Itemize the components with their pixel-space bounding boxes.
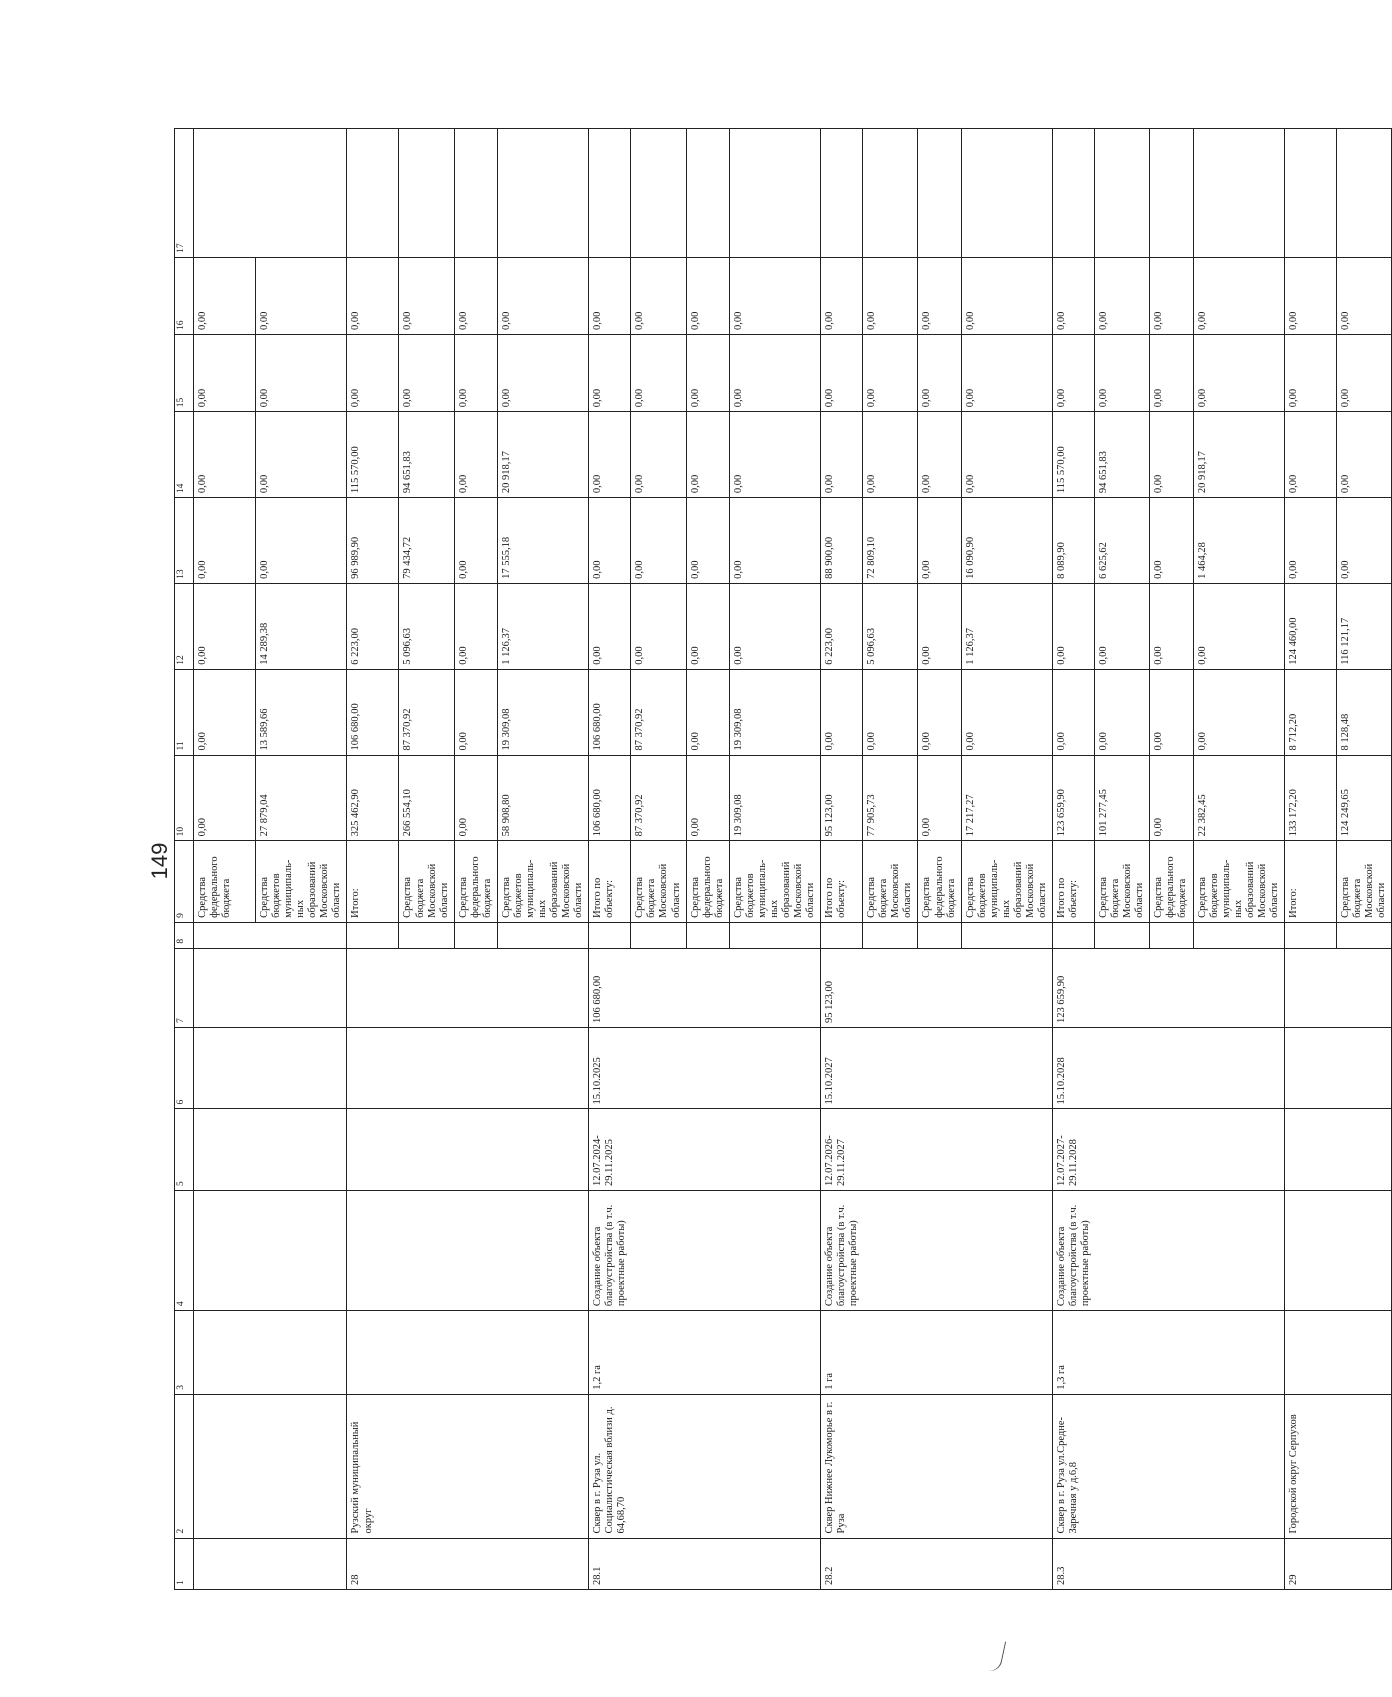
empty-cell xyxy=(1336,922,1391,948)
amount-cell: 101 277,45 xyxy=(1095,755,1150,841)
amount-cell: 19 309,08 xyxy=(497,669,588,755)
amount-cell: 0,00 xyxy=(1193,583,1284,669)
amount-cell: 77 905,73 xyxy=(863,755,918,841)
empty-cell xyxy=(589,129,631,258)
fund-label: Средства бюджетов муниципаль-ных образований Московской области xyxy=(256,841,347,923)
amount-cell: 0,00 xyxy=(729,335,820,412)
period-end: 29.11.2028 xyxy=(1068,1139,1080,1186)
object-name: Городской округ Серпухов xyxy=(1284,1394,1391,1538)
amount-cell: 0,00 xyxy=(194,498,256,584)
amount-cell: 0,00 xyxy=(863,669,918,755)
table-row xyxy=(1284,129,1336,1590)
amount-cell: 96 989,90 xyxy=(347,498,399,584)
fund-label: Средства бюджета Московской области xyxy=(863,841,918,923)
amount-cell: 0,00 xyxy=(589,335,631,412)
amount-cell: 0,00 xyxy=(821,669,863,755)
table-row xyxy=(194,129,256,1590)
period-end: 29.11.2025 xyxy=(604,1139,616,1186)
empty-cell xyxy=(1150,922,1193,948)
amount-cell: 0,00 xyxy=(1095,583,1150,669)
empty-cell xyxy=(497,129,588,258)
amount-cell: 124 460,00 xyxy=(1284,583,1336,669)
amount-cell: 0,00 xyxy=(1193,669,1284,755)
empty-cell xyxy=(194,1311,347,1395)
empty-cell xyxy=(347,129,399,258)
amount-cell: 1 464,28 xyxy=(1193,498,1284,584)
amount-cell: 116 121,17 xyxy=(1336,583,1391,669)
amount-cell: 0,00 xyxy=(863,257,918,334)
period-cell xyxy=(1053,1109,1285,1191)
fund-label: Средства бюджетов муниципаль-ных образований Московской области xyxy=(1193,841,1284,923)
fund-label: Средства бюджета Московской области xyxy=(631,841,686,923)
amount-cell: 19 309,08 xyxy=(729,755,820,841)
fund-label: Итого: xyxy=(1284,841,1336,923)
budget-table xyxy=(174,128,1392,1590)
amount-cell: 0,00 xyxy=(1336,498,1391,584)
table-row xyxy=(821,129,863,1590)
amount-cell: 0,00 xyxy=(1053,669,1095,755)
empty-cell xyxy=(1284,1190,1391,1310)
area-cell: 1,3 га xyxy=(1053,1311,1285,1395)
amount-cell: 106 680,00 xyxy=(589,669,631,755)
amount-cell: 0,00 xyxy=(918,498,961,584)
amount-cell: 0,00 xyxy=(918,669,961,755)
amount-cell: 19 309,08 xyxy=(729,669,820,755)
empty-cell xyxy=(347,1311,589,1395)
empty-cell xyxy=(863,129,918,258)
empty-cell xyxy=(821,129,863,258)
empty-cell xyxy=(347,948,589,1027)
amount-cell: 0,00 xyxy=(497,257,588,334)
amount-cell: 0,00 xyxy=(1284,412,1336,498)
table-row xyxy=(589,129,631,1590)
col-header: 6 xyxy=(175,1027,194,1109)
amount-cell: 325 462,90 xyxy=(347,755,399,841)
amount-cell: 133 172,20 xyxy=(1284,755,1336,841)
amount-cell: 0,00 xyxy=(1150,412,1193,498)
amount-cell: 0,00 xyxy=(256,257,347,334)
empty-cell xyxy=(729,922,820,948)
fund-label: Итого по объекту: xyxy=(1053,841,1095,923)
amount-cell: 0,00 xyxy=(1053,257,1095,334)
empty-cell xyxy=(1284,1109,1391,1191)
empty-cell xyxy=(729,129,820,258)
amount-cell: 87 370,92 xyxy=(399,669,454,755)
amount-cell: 0,00 xyxy=(194,257,256,334)
empty-cell xyxy=(454,129,497,258)
col-header: 9 xyxy=(175,841,194,923)
empty-cell xyxy=(194,1190,347,1310)
amount-cell: 0,00 xyxy=(194,583,256,669)
amount-cell: 1 126,37 xyxy=(961,583,1052,669)
amount-cell: 0,00 xyxy=(589,583,631,669)
cost-cell: 95 123,00 xyxy=(821,948,1053,1027)
period-start: 12.07.2026- xyxy=(824,1135,836,1186)
work-type: Создание объекта благоустройства (в т.ч. проектные работы) xyxy=(1053,1190,1285,1310)
table-row xyxy=(1053,129,1095,1590)
amount-cell: 0,00 xyxy=(1053,335,1095,412)
amount-cell: 0,00 xyxy=(686,335,729,412)
budget-table-sheet xyxy=(174,128,1388,1590)
empty-cell xyxy=(1095,129,1150,258)
col-header: 11 xyxy=(175,669,194,755)
amount-cell: 0,00 xyxy=(454,335,497,412)
amount-cell: 0,00 xyxy=(686,583,729,669)
col-header: 7 xyxy=(175,948,194,1027)
work-type: Создание объекта благоустройства (в т.ч. проектные работы) xyxy=(821,1190,1053,1310)
amount-cell: 124 249,65 xyxy=(1336,755,1391,841)
amount-cell: 0,00 xyxy=(1053,583,1095,669)
cost-cell: 106 680,00 xyxy=(589,948,821,1027)
fund-label: Итого по объекту: xyxy=(589,841,631,923)
empty-cell xyxy=(918,129,961,258)
amount-cell: 0,00 xyxy=(729,583,820,669)
amount-cell: 6 625,62 xyxy=(1095,498,1150,584)
object-name: Сквер в г. Руза ул.Средне-Заречная у д.6,8 xyxy=(1053,1394,1285,1538)
col-header: 3 xyxy=(175,1311,194,1395)
table-row xyxy=(347,129,399,1590)
empty-cell xyxy=(863,922,918,948)
amount-cell: 22 382,45 xyxy=(1193,755,1284,841)
amount-cell: 0,00 xyxy=(454,755,497,841)
amount-cell: 0,00 xyxy=(1336,412,1391,498)
amount-cell: 0,00 xyxy=(256,412,347,498)
amount-cell: 8 712,20 xyxy=(1284,669,1336,755)
object-name: Рузский муниципальный округ xyxy=(347,1394,589,1538)
amount-cell: 95 123,00 xyxy=(821,755,863,841)
amount-cell: 0,00 xyxy=(1336,257,1391,334)
amount-cell: 0,00 xyxy=(961,669,1052,755)
date-cell: 15.10.2028 xyxy=(1053,1027,1285,1109)
empty-cell xyxy=(1284,1027,1391,1109)
object-name: Сквер Нижнее Лукоморье в г. Руза xyxy=(821,1394,1053,1538)
amount-cell: 0,00 xyxy=(347,257,399,334)
col-header: 15 xyxy=(175,335,194,412)
amount-cell: 0,00 xyxy=(918,583,961,669)
empty-cell xyxy=(631,922,686,948)
empty-cell xyxy=(194,1027,347,1109)
amount-cell: 0,00 xyxy=(686,412,729,498)
amount-cell: 0,00 xyxy=(256,335,347,412)
amount-cell: 0,00 xyxy=(1150,257,1193,334)
empty-cell xyxy=(1053,129,1095,258)
col-header: 13 xyxy=(175,498,194,584)
amount-cell: 0,00 xyxy=(918,335,961,412)
amount-cell: 5 096,63 xyxy=(399,583,454,669)
cost-cell: 123 659,90 xyxy=(1053,948,1285,1027)
empty-cell xyxy=(686,922,729,948)
work-type: Создание объекта благоустройства (в т.ч. проектные работы) xyxy=(589,1190,821,1310)
fund-label: Средства бюджетов муниципаль-ных образований Московской области xyxy=(961,841,1052,923)
amount-cell: 88 900,00 xyxy=(821,498,863,584)
amount-cell: 0,00 xyxy=(821,335,863,412)
amount-cell: 0,00 xyxy=(631,412,686,498)
empty-cell xyxy=(194,1538,347,1589)
amount-cell: 0,00 xyxy=(686,669,729,755)
empty-cell xyxy=(1284,129,1336,258)
amount-cell: 0,00 xyxy=(399,257,454,334)
col-header: 16 xyxy=(175,257,194,334)
amount-cell: 8 128,48 xyxy=(1336,669,1391,755)
amount-cell: 6 223,00 xyxy=(347,583,399,669)
amount-cell: 0,00 xyxy=(497,335,588,412)
period-cell xyxy=(821,1109,1053,1191)
amount-cell: 14 289,38 xyxy=(256,583,347,669)
date-cell: 15.10.2025 xyxy=(589,1027,821,1109)
amount-cell: 0,00 xyxy=(454,498,497,584)
empty-cell xyxy=(1150,129,1193,258)
fund-label: Средства бюджетов муниципаль-ных образований Московской области xyxy=(729,841,820,923)
amount-cell: 0,00 xyxy=(1193,335,1284,412)
fund-label: Итого: xyxy=(347,841,399,923)
amount-cell: 0,00 xyxy=(1150,755,1193,841)
fund-label: Средства федерального бюджета xyxy=(918,841,961,923)
empty-cell xyxy=(1284,922,1336,948)
amount-cell: 79 434,72 xyxy=(399,498,454,584)
fund-label: Итого по объекту: xyxy=(821,841,863,923)
amount-cell: 0,00 xyxy=(194,669,256,755)
amount-cell: 0,00 xyxy=(729,257,820,334)
amount-cell: 0,00 xyxy=(631,583,686,669)
amount-cell: 0,00 xyxy=(1284,335,1336,412)
amount-cell: 0,00 xyxy=(918,257,961,334)
amount-cell: 6 223,00 xyxy=(821,583,863,669)
amount-cell: 87 370,92 xyxy=(631,755,686,841)
amount-cell: 0,00 xyxy=(918,755,961,841)
empty-cell xyxy=(194,129,347,258)
empty-cell xyxy=(1193,129,1284,258)
amount-cell: 106 680,00 xyxy=(347,669,399,755)
empty-cell xyxy=(454,922,497,948)
amount-cell: 0,00 xyxy=(863,412,918,498)
amount-cell: 0,00 xyxy=(918,412,961,498)
amount-cell: 0,00 xyxy=(399,335,454,412)
amount-cell: 0,00 xyxy=(347,335,399,412)
empty-cell xyxy=(961,129,1052,258)
amount-cell: 115 570,00 xyxy=(347,412,399,498)
area-cell: 1 га xyxy=(821,1311,1053,1395)
row-code: 28.3 xyxy=(1053,1538,1285,1589)
amount-cell: 0,00 xyxy=(1150,583,1193,669)
row-code: 28.2 xyxy=(821,1538,1053,1589)
period-start: 12.07.2027- xyxy=(1056,1135,1068,1186)
col-header: 10 xyxy=(175,755,194,841)
amount-cell: 94 651,83 xyxy=(399,412,454,498)
amount-cell: 0,00 xyxy=(961,335,1052,412)
amount-cell: 1 126,37 xyxy=(497,583,588,669)
fund-label: Средства федерального бюджета xyxy=(686,841,729,923)
amount-cell: 72 809,10 xyxy=(863,498,918,584)
amount-cell: 0,00 xyxy=(1150,669,1193,755)
amount-cell: 0,00 xyxy=(631,257,686,334)
column-number-row xyxy=(175,129,194,1590)
amount-cell: 0,00 xyxy=(454,412,497,498)
amount-cell: 0,00 xyxy=(1193,257,1284,334)
amount-cell: 106 680,00 xyxy=(589,755,631,841)
period-cell xyxy=(589,1109,821,1191)
amount-cell: 58 908,80 xyxy=(497,755,588,841)
amount-cell: 0,00 xyxy=(1336,335,1391,412)
col-header: 4 xyxy=(175,1190,194,1310)
amount-cell: 115 570,00 xyxy=(1053,412,1095,498)
empty-cell xyxy=(194,1109,347,1191)
amount-cell: 20 918,17 xyxy=(497,412,588,498)
fund-label: Средства федерального бюджета xyxy=(454,841,497,923)
amount-cell: 123 659,90 xyxy=(1053,755,1095,841)
col-header: 5 xyxy=(175,1109,194,1191)
amount-cell: 0,00 xyxy=(821,257,863,334)
empty-cell xyxy=(1336,129,1391,258)
amount-cell: 13 589,66 xyxy=(256,669,347,755)
col-header: 1 xyxy=(175,1538,194,1589)
row-code: 28 xyxy=(347,1538,589,1589)
empty-cell xyxy=(194,948,347,1027)
amount-cell: 8 089,90 xyxy=(1053,498,1095,584)
empty-cell xyxy=(399,922,454,948)
empty-cell xyxy=(194,922,347,948)
pen-mark xyxy=(987,1639,1006,1673)
empty-cell xyxy=(497,922,588,948)
empty-cell xyxy=(1284,1311,1391,1395)
amount-cell: 0,00 xyxy=(589,412,631,498)
amount-cell: 0,00 xyxy=(454,257,497,334)
empty-cell xyxy=(589,922,631,948)
amount-cell: 87 370,92 xyxy=(631,669,686,755)
amount-cell: 0,00 xyxy=(194,412,256,498)
col-header: 17 xyxy=(175,129,194,258)
fund-label: Средства бюджета Московской области xyxy=(1095,841,1150,923)
amount-cell: 0,00 xyxy=(729,412,820,498)
amount-cell: 0,00 xyxy=(589,498,631,584)
empty-cell xyxy=(347,922,399,948)
page-number: 149 xyxy=(147,842,172,880)
empty-cell xyxy=(347,1027,589,1109)
amount-cell: 0,00 xyxy=(1284,498,1336,584)
amount-cell: 266 554,10 xyxy=(399,755,454,841)
area-cell: 1,2 га xyxy=(589,1311,821,1395)
empty-cell xyxy=(1053,922,1095,948)
empty-cell xyxy=(918,922,961,948)
amount-cell: 0,00 xyxy=(454,583,497,669)
amount-cell: 0,00 xyxy=(194,755,256,841)
date-cell: 15.10.2027 xyxy=(821,1027,1053,1109)
amount-cell: 20 918,17 xyxy=(1193,412,1284,498)
amount-cell: 0,00 xyxy=(454,669,497,755)
col-header: 2 xyxy=(175,1394,194,1538)
fund-label: Средства федерального бюджета xyxy=(1150,841,1193,923)
amount-cell: 0,00 xyxy=(961,412,1052,498)
col-header: 12 xyxy=(175,583,194,669)
amount-cell: 0,00 xyxy=(686,257,729,334)
empty-cell xyxy=(399,129,454,258)
row-code: 29 xyxy=(1284,1538,1391,1589)
empty-cell xyxy=(194,1394,347,1538)
amount-cell: 0,00 xyxy=(686,755,729,841)
amount-cell: 17 555,18 xyxy=(497,498,588,584)
amount-cell: 0,00 xyxy=(1095,257,1150,334)
amount-cell: 5 096,63 xyxy=(863,583,918,669)
amount-cell: 0,00 xyxy=(1095,669,1150,755)
object-name: Сквер в г. Руза ул. Социалистическая вблизи д. 64,68,70 xyxy=(589,1394,821,1538)
amount-cell: 0,00 xyxy=(961,257,1052,334)
amount-cell: 0,00 xyxy=(631,498,686,584)
empty-cell xyxy=(1193,922,1284,948)
col-header: 8 xyxy=(175,922,194,948)
amount-cell: 0,00 xyxy=(194,335,256,412)
amount-cell: 0,00 xyxy=(631,335,686,412)
empty-cell xyxy=(347,1190,589,1310)
amount-cell: 0,00 xyxy=(686,498,729,584)
amount-cell: 0,00 xyxy=(256,498,347,584)
amount-cell: 94 651,83 xyxy=(1095,412,1150,498)
period-start: 12.07.2024- xyxy=(592,1135,604,1186)
amount-cell: 0,00 xyxy=(589,257,631,334)
fund-label: Средства бюджета Московской области xyxy=(399,841,454,923)
amount-cell: 0,00 xyxy=(1284,257,1336,334)
empty-cell xyxy=(347,1109,589,1191)
empty-cell xyxy=(821,922,863,948)
fund-label: Средства бюджета Московской области xyxy=(1336,841,1391,923)
fund-label: Средства бюджетов муниципаль-ных образований Московской области xyxy=(497,841,588,923)
amount-cell: 27 879,04 xyxy=(256,755,347,841)
period-end: 29.11.2027 xyxy=(836,1139,848,1186)
amount-cell: 0,00 xyxy=(1150,335,1193,412)
col-header: 14 xyxy=(175,412,194,498)
row-code: 28.1 xyxy=(589,1538,821,1589)
amount-cell: 17 217,27 xyxy=(961,755,1052,841)
empty-cell xyxy=(1284,948,1391,1027)
amount-cell: 16 090,90 xyxy=(961,498,1052,584)
amount-cell: 0,00 xyxy=(1095,335,1150,412)
empty-cell xyxy=(686,129,729,258)
amount-cell: 0,00 xyxy=(729,498,820,584)
empty-cell xyxy=(961,922,1052,948)
table-body xyxy=(175,129,1392,1590)
empty-cell xyxy=(1095,922,1150,948)
amount-cell: 0,00 xyxy=(863,335,918,412)
empty-cell xyxy=(631,129,686,258)
amount-cell: 0,00 xyxy=(821,412,863,498)
fund-label: Средства федерального бюджета xyxy=(194,841,256,923)
amount-cell: 0,00 xyxy=(1150,498,1193,584)
